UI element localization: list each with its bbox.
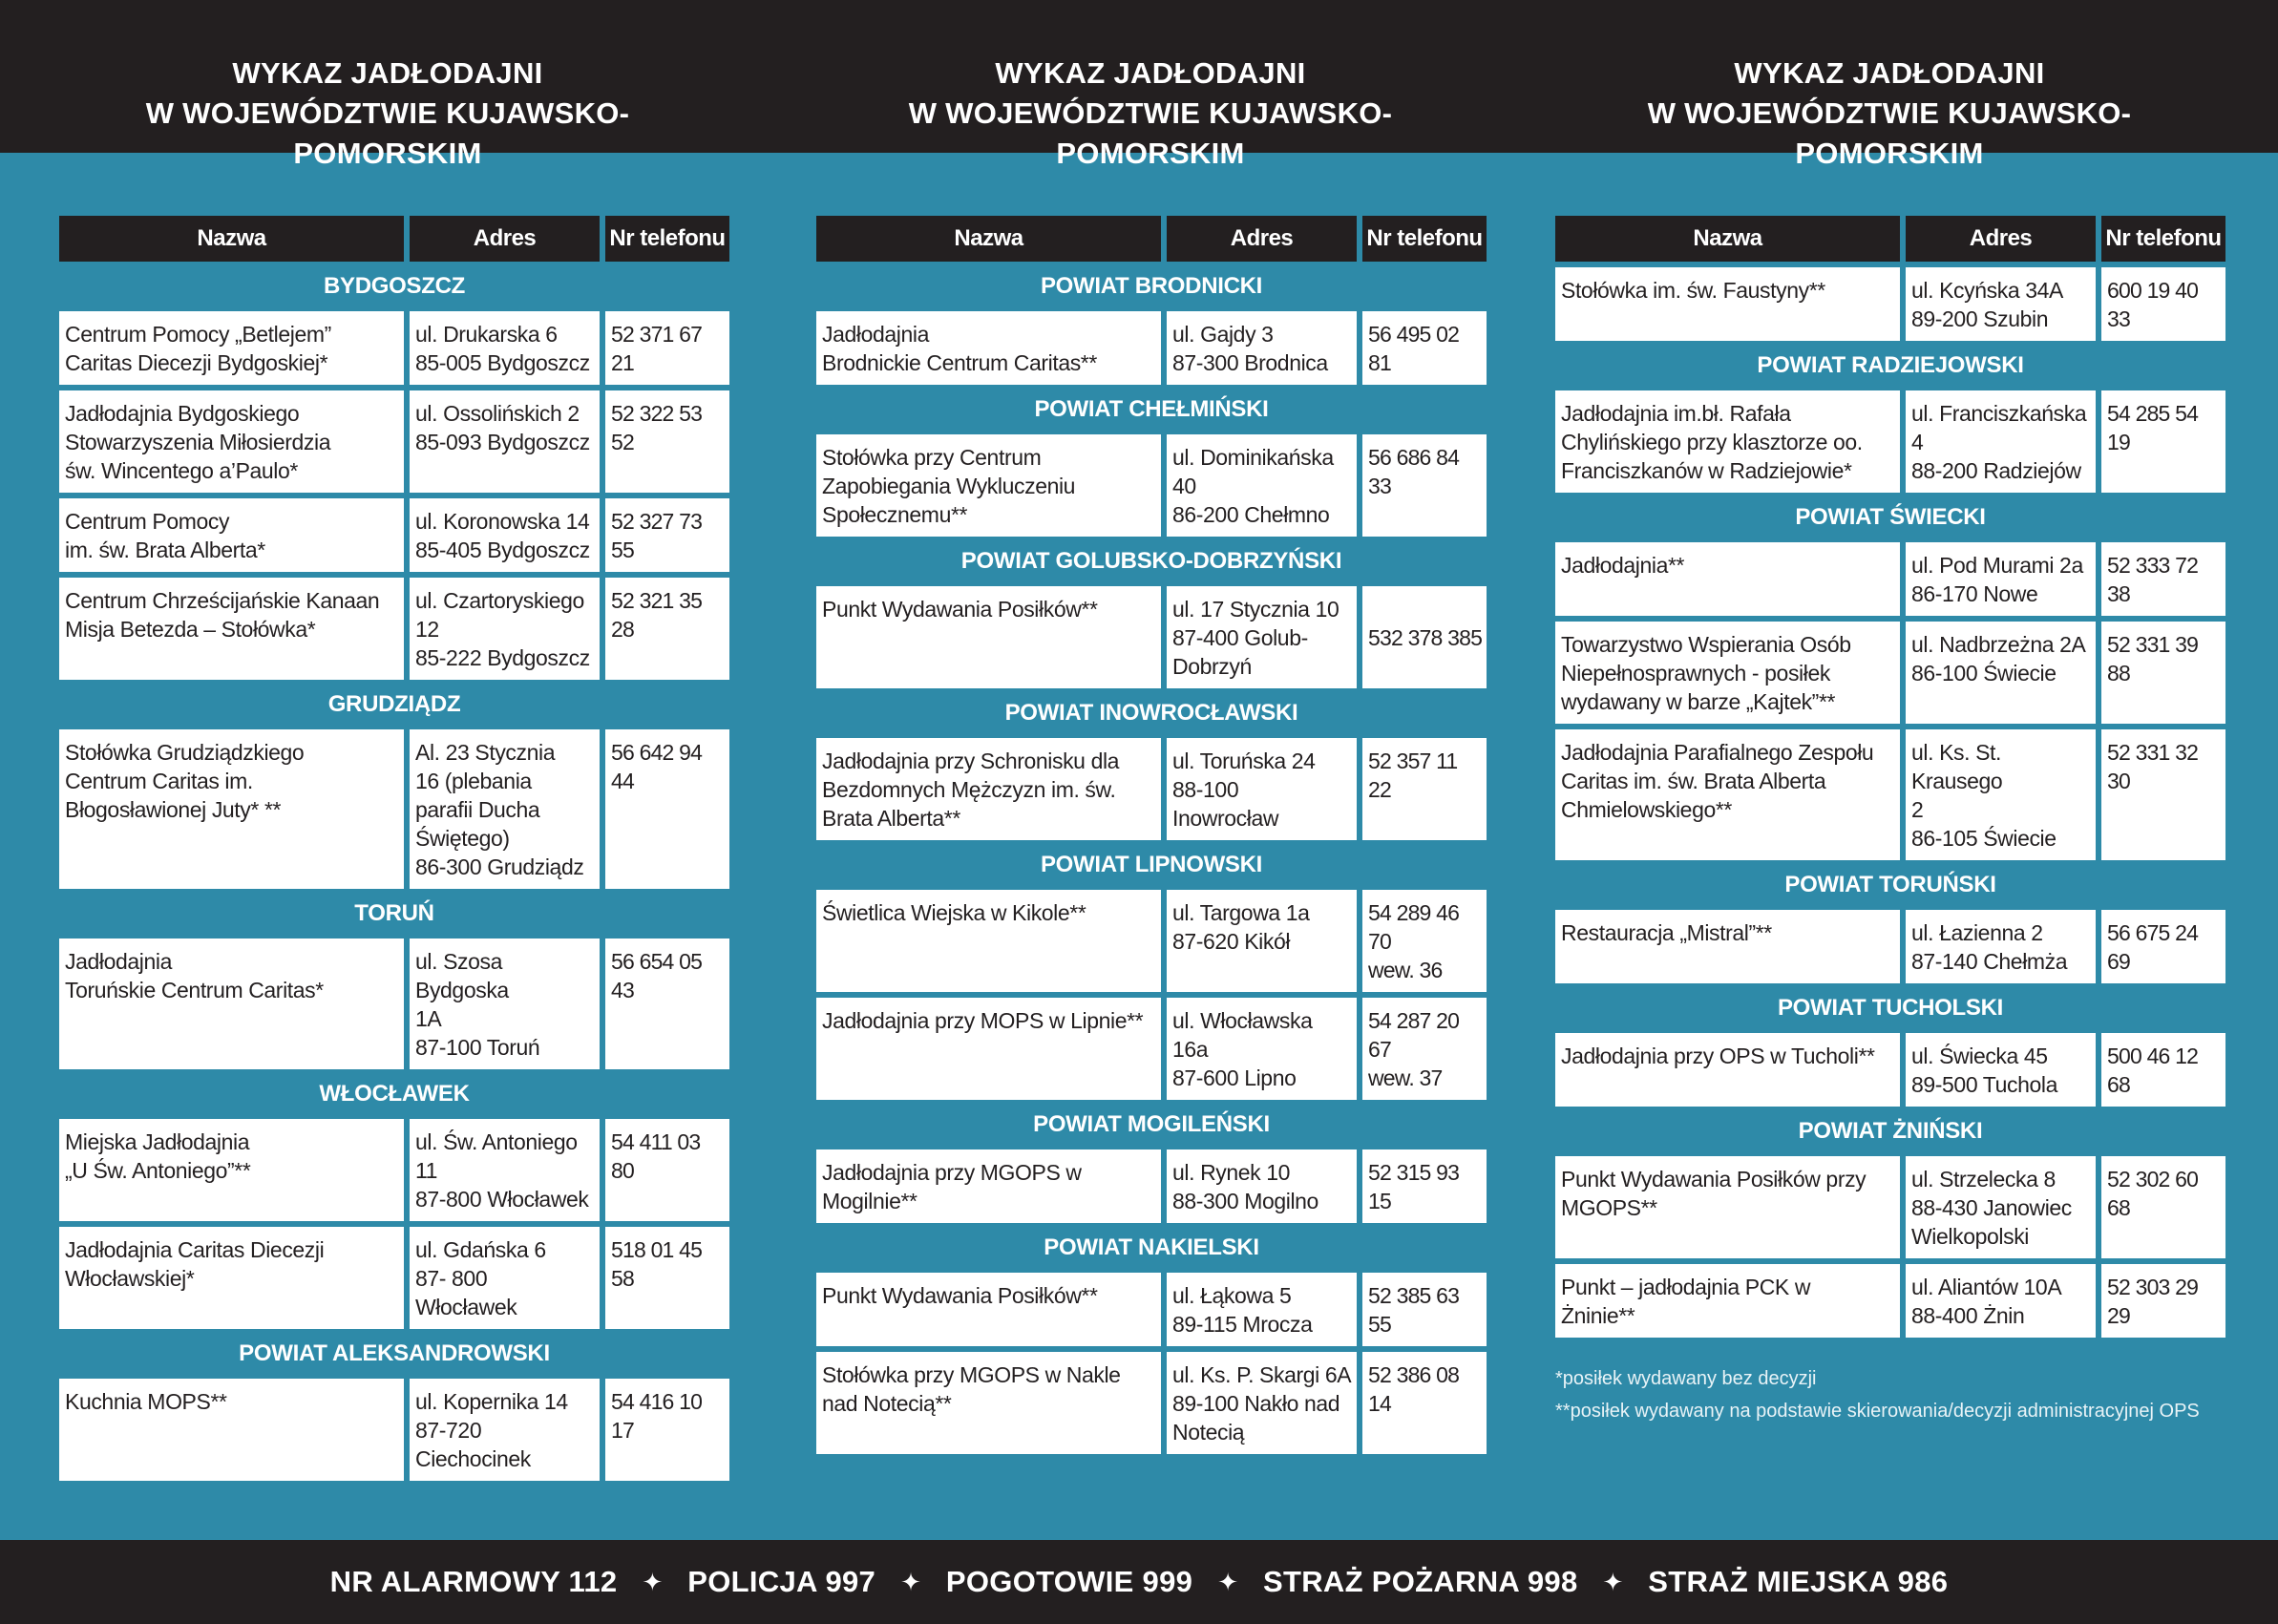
emergency-number: POLICJA 997 (687, 1565, 876, 1598)
table-row (816, 1273, 1487, 1346)
facility-name: Jadłodajnia Toruńskie Centrum Caritas* (59, 939, 404, 1069)
facility-name: Jadłodajnia przy MGOPS w Mogilnie** (816, 1149, 1161, 1223)
facility-name: Centrum Pomocy „Betlejem” Caritas Diecezji Bydgoskiej* (59, 311, 404, 385)
region-heading: BYDGOSZCZ (324, 273, 465, 299)
table-row (59, 1119, 729, 1221)
title-line-2: W WOJEWÓDZTWIE KUJAWSKO-POMORSKIM (145, 96, 630, 170)
column-header-address: Adres (1906, 216, 2096, 262)
facility-name: Jadłodajnia przy OPS w Tucholi** (1555, 1033, 1900, 1107)
region-heading-row (59, 895, 729, 933)
facility-name: Jadłodajnia przy Schronisku dla Bezdomnych Mężczyzn im. św. Brata Alberta** (816, 738, 1161, 840)
diamond-separator-icon: ✦ (642, 1567, 664, 1596)
facility-address: ul. Drukarska 6 85-005 Bydgoszcz (410, 311, 600, 385)
facility-name: Centrum Chrześcijańskie Kanaan Misja Betezda – Stołówka* (59, 578, 404, 680)
facility-address: ul. Ossolińskich 2 85-093 Bydgoszcz (410, 390, 600, 493)
footnotes (1555, 1362, 2225, 1427)
facility-address: ul. Gdańska 6 87- 800 Włocławek (410, 1227, 600, 1329)
facility-phone: 52 386 08 14 (1362, 1352, 1487, 1454)
region-heading: POWIAT BRODNICKI (1040, 273, 1263, 299)
facility-address: ul. Gajdy 3 87-300 Brodnica (1167, 311, 1357, 385)
region-heading: POWIAT CHEŁMIŃSKI (1034, 396, 1269, 422)
facility-phone: 54 289 46 70 wew. 36 (1362, 890, 1487, 992)
table-row (59, 729, 729, 889)
region-heading-row (816, 694, 1487, 732)
panel-title-1 (68, 53, 707, 174)
title-line-2: W WOJEWÓDZTWIE KUJAWSKO-POMORSKIM (1647, 96, 2132, 170)
region-heading: POWIAT ŚWIECKI (1795, 504, 1986, 530)
listing-table (811, 210, 1492, 1460)
facility-phone: 56 686 84 33 (1362, 434, 1487, 537)
facility-name: Kuchnia MOPS** (59, 1379, 404, 1481)
facility-name: Jadłodajnia Parafialnego Zespołu Caritas im. św. Brata Alberta Chmielowskiego** (1555, 729, 1900, 860)
facility-address: ul. Czartoryskiego 12 85-222 Bydgoszcz (410, 578, 600, 680)
region-heading-row (59, 1075, 729, 1113)
facility-phone: 500 46 12 68 (2101, 1033, 2225, 1107)
column-header-name: Nazwa (59, 216, 404, 262)
title-line-1: WYKAZ JADŁODAJNI (232, 56, 543, 90)
facility-address: ul. Ks. St. Krausego 2 86-105 Świecie (1906, 729, 2096, 860)
region-heading-row (816, 1229, 1487, 1267)
table-row (816, 998, 1487, 1100)
facility-name: Centrum Pomocy im. św. Brata Alberta* (59, 498, 404, 572)
facility-address: ul. Włocławska 16a 87-600 Lipno (1167, 998, 1357, 1100)
region-heading: GRUDZIĄDZ (327, 691, 461, 717)
panel-title-3 (1570, 53, 2209, 174)
listing-table (53, 210, 735, 1487)
facility-address: ul. Strzelecka 8 88-430 Janowiec Wielkopolski (1906, 1156, 2096, 1258)
facility-address: ul. 17 Stycznia 10 87-400 Golub- Dobrzyń (1167, 586, 1357, 688)
facility-phone: 52 371 67 21 (605, 311, 729, 385)
emergency-number: STRAŻ MIEJSKA 986 (1648, 1565, 1949, 1598)
table-row (59, 311, 729, 385)
facility-name: Miejska Jadłodajnia „U Św. Antoniego”** (59, 1119, 404, 1221)
table-row (59, 390, 729, 493)
column-header-address: Adres (410, 216, 600, 262)
region-heading-row (1555, 1112, 2225, 1150)
header-band (0, 0, 2278, 170)
panel-middle (816, 216, 1487, 1454)
column-header-phone: Nr telefonu (1362, 216, 1487, 262)
footnote: *posiłek wydawany bez decyzji (1555, 1368, 1817, 1389)
emergency-number: NR ALARMOWY 112 (329, 1565, 618, 1598)
table-row (1555, 1033, 2225, 1107)
title-line-1: WYKAZ JADŁODAJNI (995, 56, 1306, 90)
table-row (1555, 729, 2225, 860)
panel-left (59, 216, 729, 1481)
facility-address: ul. Św. Antoniego 11 87-800 Włocławek (410, 1119, 600, 1221)
facility-name: Stołówka Grudziądzkiego Centrum Caritas im. Błogosławionej Juty* ** (59, 729, 404, 889)
region-heading-row (59, 1335, 729, 1373)
region-heading: POWIAT GOLUBSKO-DOBRZYŃSKI (960, 548, 1342, 574)
region-heading-row (59, 267, 729, 306)
facility-phone: 52 302 60 68 (2101, 1156, 2225, 1258)
region-heading-row (816, 542, 1487, 580)
facility-address: ul. Franciszkańska 4 88-200 Radziejów (1906, 390, 2096, 493)
table-row (1555, 1156, 2225, 1258)
facility-address: ul. Targowa 1a 87-620 Kikół (1167, 890, 1357, 992)
facility-name: Stołówka przy MGOPS w Nakle nad Notecią** (816, 1352, 1161, 1454)
table-row (59, 498, 729, 572)
region-heading: POWIAT MOGILEŃSKI (1033, 1111, 1270, 1137)
facility-address: ul. Dominikańska 40 86-200 Chełmno (1167, 434, 1357, 537)
table-row (59, 1227, 729, 1329)
table-row (816, 1352, 1487, 1454)
facility-phone: 56 654 05 43 (605, 939, 729, 1069)
facility-phone: 54 411 03 80 (605, 1119, 729, 1221)
facility-address: ul. Kcyńska 34A 89-200 Szubin (1906, 267, 2096, 341)
region-heading: TORUŃ (354, 900, 434, 926)
column-header-address: Adres (1167, 216, 1357, 262)
region-heading: POWIAT INOWROCŁAWSKI (1004, 700, 1298, 726)
table-row (59, 578, 729, 680)
facility-name: Jadłodajnia im.bł. Rafała Chylińskiego przy klasztorze oo. Franciszkanów w Radziejowie* (1555, 390, 1900, 493)
emergency-number: STRAŻ POŻARNA 998 (1262, 1565, 1578, 1598)
facility-phone: 52 321 35 28 (605, 578, 729, 680)
table-row (1555, 390, 2225, 493)
column-header-phone: Nr telefonu (2101, 216, 2225, 262)
facility-phone: 56 675 24 69 (2101, 910, 2225, 983)
facility-address: ul. Łąkowa 5 89-115 Mrocza (1167, 1273, 1357, 1346)
region-heading: POWIAT RADZIEJOWSKI (1757, 352, 2024, 378)
table-row (816, 434, 1487, 537)
table-row (816, 890, 1487, 992)
diamond-separator-icon: ✦ (1602, 1567, 1624, 1596)
table-row (1555, 267, 2225, 341)
table-row (59, 1379, 729, 1481)
facility-phone: 52 322 53 52 (605, 390, 729, 493)
table-row (1555, 1264, 2225, 1338)
facility-phone: 600 19 40 33 (2101, 267, 2225, 341)
region-heading: POWIAT TUCHOLSKI (1777, 995, 2004, 1021)
region-heading: POWIAT LIPNOWSKI (1040, 852, 1263, 877)
emergency-number: POGOTOWIE 999 (945, 1565, 1193, 1598)
header-row (816, 216, 1487, 262)
region-heading: POWIAT ALEKSANDROWSKI (239, 1340, 550, 1366)
facility-phone: 56 642 94 44 (605, 729, 729, 889)
facility-address: ul. Aliantów 10A 88-400 Żnin (1906, 1264, 2096, 1338)
facility-phone: 532 378 385 (1362, 586, 1487, 688)
table-row (816, 1149, 1487, 1223)
facility-name: Punkt – jadłodajnia PCK w Żninie** (1555, 1264, 1900, 1338)
facility-phone: 52 331 39 88 (2101, 622, 2225, 724)
facility-address: Al. 23 Stycznia 16 (plebania parafii Ducha Świętego) 86-300 Grudziądz (410, 729, 600, 889)
table-row (816, 311, 1487, 385)
header-row (1555, 216, 2225, 262)
footnote: **posiłek wydawany na podstawie skierowania/decyzji administracyjnej OPS (1555, 1401, 2200, 1422)
facility-phone: 56 495 02 81 (1362, 311, 1487, 385)
facility-address: ul. Koronowska 14 85-405 Bydgoszcz (410, 498, 600, 572)
facility-address: ul. Kopernika 14 87-720 Ciechocinek (410, 1379, 600, 1481)
panel-title-2 (831, 53, 1470, 174)
facility-address: ul. Łazienna 2 87-140 Chełmża (1906, 910, 2096, 983)
facility-address: ul. Rynek 10 88-300 Mogilno (1167, 1149, 1357, 1223)
facility-name: Punkt Wydawania Posiłków** (816, 1273, 1161, 1346)
region-heading-row (59, 685, 729, 724)
facility-phone: 52 327 73 55 (605, 498, 729, 572)
column-header-name: Nazwa (816, 216, 1161, 262)
emergency-numbers-bar (0, 1540, 2278, 1624)
region-heading: POWIAT TORUŃSKI (1784, 872, 1996, 897)
facility-address: ul. Ks. P. Skargi 6A 89-100 Nakło nad Notecią (1167, 1352, 1357, 1454)
facility-phone: 52 385 63 55 (1362, 1273, 1487, 1346)
facility-address: ul. Świecka 45 89-500 Tuchola (1906, 1033, 2096, 1107)
facility-address: ul. Szosa Bydgoska 1A 87-100 Toruń (410, 939, 600, 1069)
region-heading-row (1555, 347, 2225, 385)
column-header-phone: Nr telefonu (605, 216, 729, 262)
facility-name: Świetlica Wiejska w Kikole** (816, 890, 1161, 992)
region-heading-row (1555, 498, 2225, 537)
listing-table (1550, 210, 2231, 1343)
table-row (1555, 622, 2225, 724)
facility-name: Jadłodajnia Brodnickie Centrum Caritas** (816, 311, 1161, 385)
table-row (816, 738, 1487, 840)
facility-phone: 52 357 11 22 (1362, 738, 1487, 840)
facility-name: Towarzystwo Wspierania Osób Niepełnosprawnych - posiłek wydawany w barze „Kajtek”** (1555, 622, 1900, 724)
region-heading-row (1555, 866, 2225, 904)
region-heading-row (816, 267, 1487, 306)
facility-phone: 52 303 29 29 (2101, 1264, 2225, 1338)
title-line-1: WYKAZ JADŁODAJNI (1734, 56, 2045, 90)
title-line-2: W WOJEWÓDZTWIE KUJAWSKO-POMORSKIM (908, 96, 1393, 170)
facility-phone: 52 333 72 38 (2101, 542, 2225, 616)
table-row (59, 939, 729, 1069)
region-heading: WŁOCŁAWEK (319, 1081, 470, 1107)
facility-address: ul. Nadbrzeżna 2A 86-100 Świecie (1906, 622, 2096, 724)
region-heading-row (816, 390, 1487, 429)
region-heading-row (816, 1106, 1487, 1144)
facility-name: Stołówka im. św. Faustyny** (1555, 267, 1900, 341)
facility-phone: 54 285 54 19 (2101, 390, 2225, 493)
facility-name: Jadłodajnia Bydgoskiego Stowarzyszenia Miłosierdzia św. Wincentego a’Paulo* (59, 390, 404, 493)
panel-right (1555, 216, 2225, 1427)
header-row (59, 216, 729, 262)
facility-name: Restauracja „Mistral”** (1555, 910, 1900, 983)
table-row (1555, 910, 2225, 983)
facility-phone: 52 315 93 15 (1362, 1149, 1487, 1223)
facility-phone: 54 416 10 17 (605, 1379, 729, 1481)
column-header-name: Nazwa (1555, 216, 1900, 262)
facility-phone: 52 331 32 30 (2101, 729, 2225, 860)
facility-name: Jadłodajnia Caritas Diecezji Włocławskiej* (59, 1227, 404, 1329)
region-heading: POWIAT ŻNIŃSKI (1798, 1118, 1983, 1144)
region-heading-row (816, 846, 1487, 884)
facility-address: ul. Pod Murami 2a 86-170 Nowe (1906, 542, 2096, 616)
facility-phone: 518 01 45 58 (605, 1227, 729, 1329)
table-row (1555, 542, 2225, 616)
diamond-separator-icon: ✦ (900, 1567, 921, 1596)
diamond-separator-icon: ✦ (1217, 1567, 1238, 1596)
facility-name: Jadłodajnia** (1555, 542, 1900, 616)
facility-address: ul. Toruńska 24 88-100 Inowrocław (1167, 738, 1357, 840)
region-heading: POWIAT NAKIELSKI (1044, 1234, 1259, 1260)
facility-name: Punkt Wydawania Posiłków przy MGOPS** (1555, 1156, 1900, 1258)
facility-name: Stołówka przy Centrum Zapobiegania Wykluczeniu Społecznemu** (816, 434, 1161, 537)
table-row (816, 586, 1487, 688)
region-heading-row (1555, 989, 2225, 1027)
facility-phone: 54 287 20 67 wew. 37 (1362, 998, 1487, 1100)
facility-name: Punkt Wydawania Posiłków** (816, 586, 1161, 688)
facility-name: Jadłodajnia przy MOPS w Lipnie** (816, 998, 1161, 1100)
